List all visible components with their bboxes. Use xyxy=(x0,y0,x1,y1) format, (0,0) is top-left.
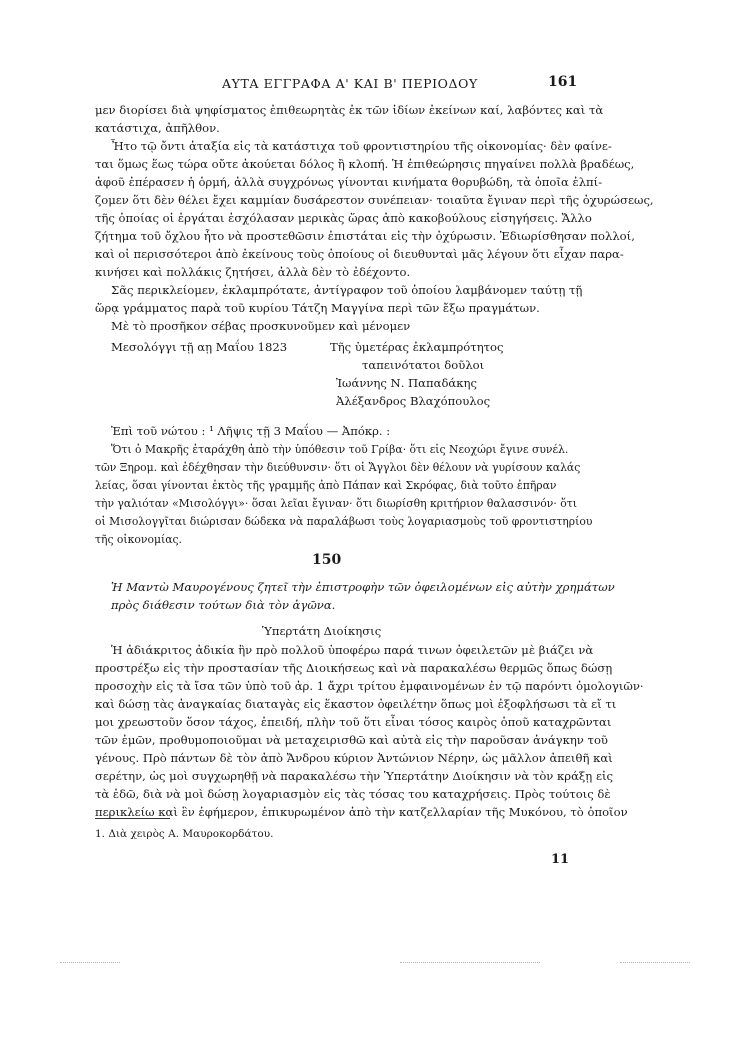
text-line: ὥρᾳ γράμματος παρὰ τοῦ κυρίου Τάτζη Μαγγίνα περὶ τῶν ἔξω πραγμάτων. xyxy=(95,301,540,315)
closing-formula: Μὲ τὸ προσῆκον σέβας προσκυνοῦμεν καὶ μένομεν xyxy=(111,319,411,333)
text-line: οἱ Μισολογγῖται διώρισαν δώδεκα νὰ παραλάβωσι τοὺς λογαριασμοὺς τοῦ φροντιστηρίου xyxy=(95,515,593,528)
text-line: ἀφοῦ ἐπέρασεν ἡ ὁρμή, ἀλλὰ συγχρόνως γίνονται κινήματα θορυβώδη, τὰ ὁποῖα ἐλπί- xyxy=(95,175,603,189)
text-line: σερέτην, ὡς μοὶ συγχωρηθῇ νὰ παρακαλέσω τὴν Ὑπερτάτην Διοίκησιν νὰ τὸν κράξῃ εἰς xyxy=(95,769,613,783)
text-line: Ἡ ἀδιάκριτος ἀδικία ἣν πρὸ πολλοῦ ὑποφέρω παρά τινων ὀφειλετῶν μὲ βιάζει νὰ xyxy=(111,643,594,657)
text-line: τὰ ἐδῶ, διὰ νὰ μοὶ δώσῃ λογαριασμὸν εἰς τὰς τόσας του καταχρήσεις. Πρὸς τούτοις δὲ xyxy=(95,787,611,801)
text-line: κινήσει καὶ πολλάκις ζητήσει, ἀλλὰ δὲν τὸ ἐδέχοντο. xyxy=(95,265,411,279)
salutation: Ὑπερτάτη Διοίκησις xyxy=(262,624,382,638)
scan-artifact xyxy=(400,962,540,963)
document-number: 150 xyxy=(312,552,342,568)
text-line: μεν διορίσει διὰ ψηφίσματος ἐπιθεωρητὰς ἐκ τῶν ἰδίων ἐκείνων καί, λαβόντες καὶ τὰ xyxy=(95,103,604,117)
running-header-title: ΑΥΤΑ ΕΓΓΡΑΦΑ Α' ΚΑΙ Β' ΠΕΡΙΟΔΟΥ xyxy=(222,76,478,91)
text-line: τῆς ὁποίας οἱ ἐργάται ἐσχόλασαν μερικὰς ὥρας ἀπὸ κακοβούλους εἰσηγήσεις. Ἄλλο xyxy=(95,211,592,225)
footnote-rule xyxy=(95,818,170,819)
text-line: τὴν γαλιόταν «Μισολόγγι»· ὅσαι λεῖαι ἔγιναν· ὅτι διωρίσθη κριτήριον θαλασσινόν· ὅτι xyxy=(95,497,577,510)
place-date: Μεσολόγγι τῇ αῃ Μαΐου 1823 xyxy=(111,340,288,354)
signature-line: Ἰωάννης Ν. Παπαδάκης xyxy=(336,376,477,390)
text-line: Ἡ Μαντὼ Μαυρογένους ζητεῖ τὴν ἐπιστροφὴν τῶν ὀφειλομένων εἰς αὐτὴν χρημάτων xyxy=(111,580,615,594)
printer-signature-mark: 11 xyxy=(551,852,570,867)
text-line: τῆς οἰκονομίας. xyxy=(95,533,182,546)
scan-artifact xyxy=(60,962,120,963)
text-line: προστρέξω εἰς τὴν προστασίαν τῆς Διοικήσεως καὶ νὰ παρακαλέσω θερμῶς ὅπως δώσῃ xyxy=(95,661,613,675)
back-note: Ἐπὶ τοῦ νώτου : ¹ Λῆψις τῇ 3 Μαΐου — Ἀπόκρ. : xyxy=(111,424,391,438)
text-line: Ὅτι ὁ Μακρῆς ἐταράχθη ἀπὸ τὴν ὑπόθεσιν τοῦ Γρίβα· ὅτι εἰς Νεοχώρι ἔγινε συνέλ. xyxy=(111,443,569,456)
text-line: καὶ οἱ περισσότεροι ἀπὸ ἐκείνους τοὺς ὁποίους οἱ διευθυνταὶ μᾶς λέγουν ὅτι εἶχαν παρα- xyxy=(95,247,624,261)
text-line: πρὸς διάθεσιν τούτων διὰ τὸν ἀγῶνα. xyxy=(111,598,336,612)
text-line: γένους. Πρὸ πάντων δὲ τὸν ἀπὸ Ἄνδρου κύριον Ἀντώνιον Νέρην, ὡς μᾶλλον ἀπειθῆ καὶ xyxy=(95,751,613,765)
text-line: Σᾶς περικλείομεν, ἐκλαμπρότατε, ἀντίγραφον τοῦ ὁποίου λαμβάνομεν ταύτῃ τῇ xyxy=(111,283,583,297)
text-line: Ἦτο τῷ ὄντι ἀταξία εἰς τὰ κατάστιχα τοῦ φροντιστηρίου τῆς οἰκονομίας· δὲν φαίνε- xyxy=(111,139,612,153)
signature-line: Ἀλέξανδρος Βλαχόπουλος xyxy=(336,394,491,408)
text-line: τῶν Ξηρομ. καὶ ἐδέχθησαν τὴν διεύθυνσιν· ὅτι οἱ Ἄγγλοι δὲν θέλουν νὰ γυρίσουν καλάς xyxy=(95,461,581,474)
text-line: ται ὅμως ἕως τώρα οὔτε ἀκούεται δόλος ἢ κλοπή. Ἡ ἐπιθεώρησις πηγαίνει πολλὰ βραδέως, xyxy=(95,157,635,171)
text-line: μοι χρεωστοῦν ὅσον τάχος, ἐπειδή, πλὴν τοῦ ὅτι εἶναι τόσος καιρὸς ὁποῦ καταχρῶνται xyxy=(95,715,612,729)
text-line: ζήτημα τοῦ ὄχλου ἦτο νὰ προστεθῶσιν ἐπιστάται εἰς τὴν ὀχύρωσιν. Ἐδιωρίσθησαν πολλοί, xyxy=(95,229,635,243)
text-line: περικλείω καὶ ἓν ἐφήμερον, ἐπικυρωμένον ἀπὸ τὴν κατζελλαρίαν τῆς Μυκόνου, τὸ ὁποῖον xyxy=(95,805,628,819)
footnote: 1. Διὰ χειρὸς Α. Μαυροκορδάτου. xyxy=(95,828,274,840)
text-line: ζομεν ὅτι δὲν θέλει ἔχει καμμίαν δυσάρεστον συνέπειαν· τοιαῦτα ἔγιναν περὶ τῆς ὀχυρώσεως, xyxy=(95,193,654,207)
text-line: προσοχὴν εἰς τὰ ἴσα τῶν ὑπὸ τοῦ ἀρ. 1 ἄχρι τρίτου ἐμφαινομένων ἐν τῷ παρόντι ὁμολογιῶν· xyxy=(95,679,644,693)
page-number: 161 xyxy=(548,74,578,90)
scan-artifact xyxy=(620,962,690,963)
text-line: τῶν ἐμῶν, προθυμοποιοῦμαι νὰ μεταχειρισθῶ καὶ αὐτὰ εἰς τὴν παροῦσαν ἀνάγκην τοῦ xyxy=(95,733,608,747)
signature-line: Τῆς ὑμετέρας ἐκλαμπρότητος xyxy=(330,340,504,354)
signature-line: ταπεινότατοι δοῦλοι xyxy=(362,358,485,372)
text-line: καὶ δώσῃ τὰς ἀναγκαίας διαταγὰς εἰς ἕκαστον ὀφειλέτην ὅπως μοὶ ἐξοφλήσωσι τὰ εἴ τι xyxy=(95,697,617,711)
text-line: λείας, ὅσαι γίνονται ἐκτὸς τῆς γραμμῆς ἀπὸ Πάπαν καὶ Σκρόφας, διὰ τοῦτο ἐπῆραν xyxy=(95,479,557,492)
text-line: κατάστιχα, ἀπῆλθον. xyxy=(95,121,220,135)
